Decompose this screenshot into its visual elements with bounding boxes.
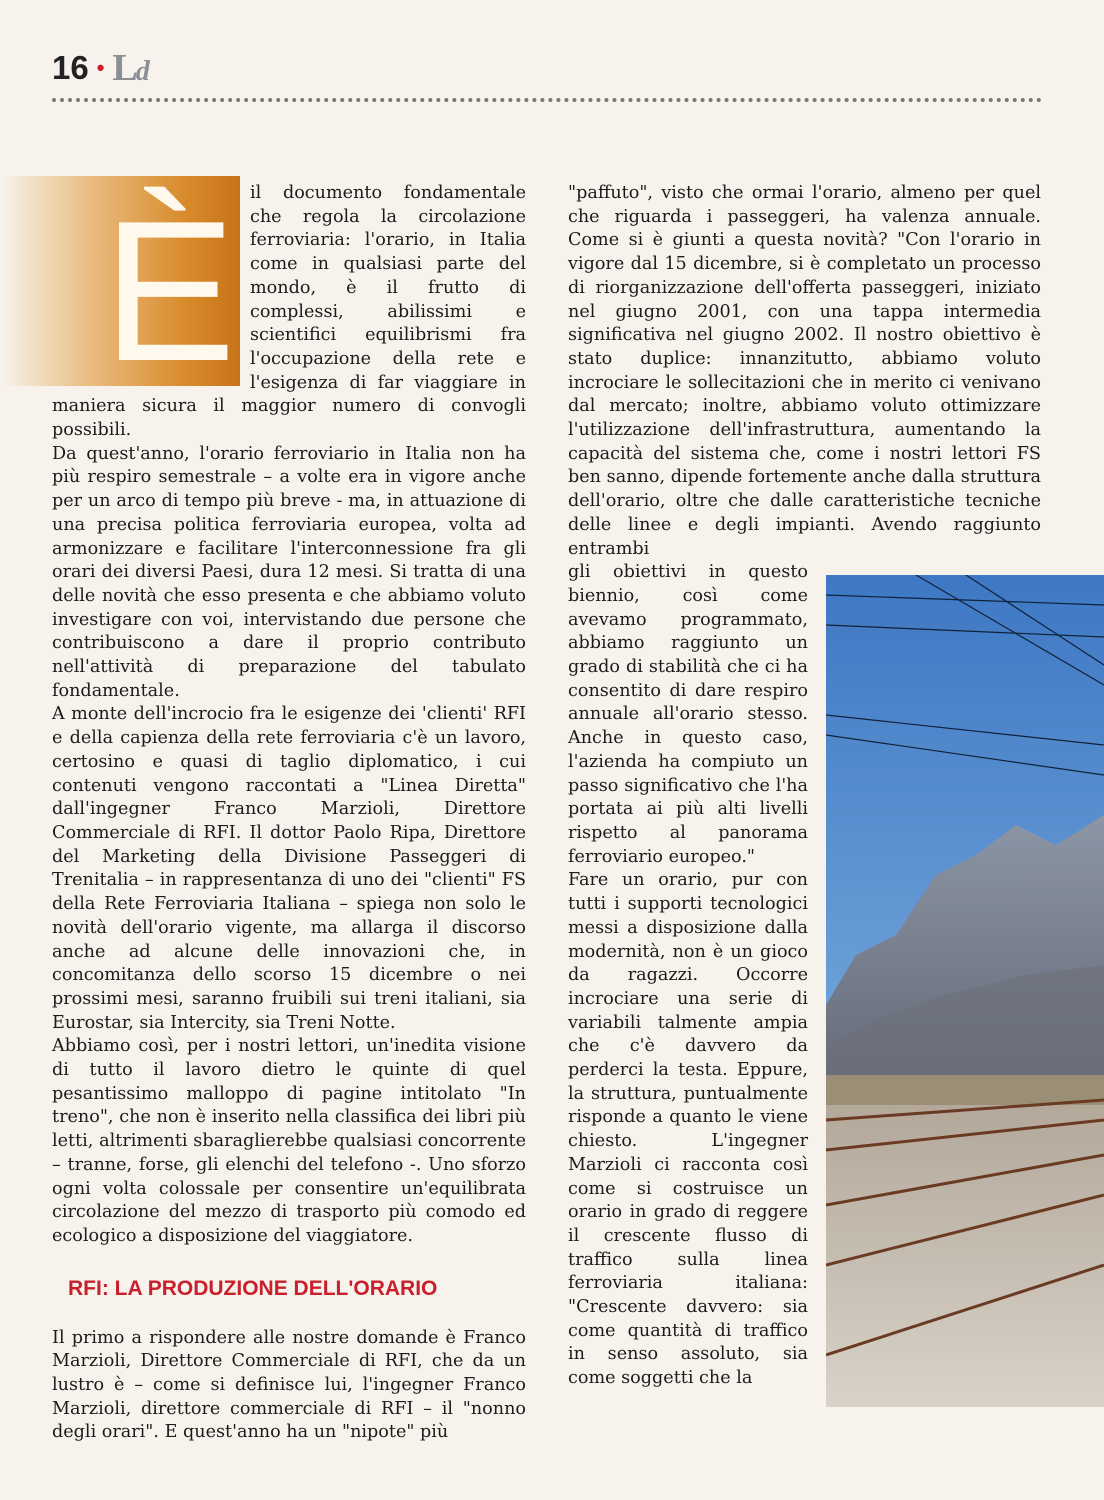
narrow-text-block	[568, 561, 808, 1391]
paragraph-4: Abbiamo così, per i nostri lettori, un'inedita visione di tutto il lavoro dietro le quinte di quel pesantissimo malloppo di pagine intitolato "In treno", che non è inserito nella classifica dei libri più letti, altrimenti sbaraglierebbe qualsiasi concorrente – tranne, forse, gli elenchi del telefono -. Uno sforzo ogni volta colossale per consentire un'equilibrata circolazione del mezzo di trasporto più comodo ed ecologico a disposizione del viaggiatore.	[52, 1036, 526, 1246]
paragraph-right-narrow-1: gli obiettivi in questo biennio, così come avevamo programmato, abbiamo raggiunto un grado di stabilità che ci ha consentito di dare respiro annuale all'orario stesso. Anche in questo caso, l'azienda ha compiuto un passo significativo che l'ha portata ai più alti livelli rispetto al panorama ferroviario europeo."	[568, 562, 808, 867]
paragraph-5: Il primo a rispondere alle nostre domande è Franco Marzioli, Direttore Commerciale di RFI, che da un lustro è – come si definisce lui, l'ingegner Franco Marzioli, direttore commerciale di RFI – il "nonno degli orari". E quest'anno ha un "nipote" più	[52, 1327, 526, 1443]
page-number: 16	[52, 49, 89, 86]
paragraph-2: Da quest'anno, l'orario ferroviario in Italia non ha più respiro semestrale – a volte era in vigore anche per un arco di tempo più breve - ma, in attuazione di una precisa politica ferroviaria europea, volta ad armonizzare e facilitare l'interconnessione fra gli orari dei diversi Paesi, dura 12 mesi. Si tratta di una delle novità che esso presenta e che abbiamo voluto investigare con voi, intervistando due persone che contribuiscono a dare il proprio contributo nell'attività di preparazione del tabulato fondamentale.	[52, 443, 526, 701]
column-left	[52, 182, 526, 1445]
section-heading: RFI: LA PRODUZIONE DELL'ORARIO	[68, 1276, 438, 1300]
paragraph-right-wide: "paffuto", visto che ormai l'orario, almeno per quel che riguarda i passeggeri, ha valenza annuale. Come si è giunti a questa novità? "Con l'orario in vigore dal 15 dicembre, si è completato un processo di riorganizzazione dell'offerta passeggeri, iniziato nel giugno 2001, con una tappa intermedia significativa nel giugno 2002. Il nostro obiettivo è stato duplice: innanzitutto, abbiamo voluto incrociare le sollecitazioni che in merito ci venivano dal mercato; inoltre, abbiamo voluto ottimizzare l'utilizzazione dell'infrastruttura, aumentando la capacità del sistema che, come i nostri lettori FS ben sanno, dipende fortemente anche dalla struttura dell'orario, oltre che dalle caratteristiche tecniche delle linee e degli impianti. Avendo raggiunto entrambi	[568, 183, 1041, 559]
dotted-rule	[52, 98, 1042, 102]
dropcap-letter: È	[102, 180, 236, 403]
dropcap-block	[0, 176, 240, 403]
railway-photo	[826, 575, 1104, 1407]
paragraph-right-narrow-2: Fare un orario, pur con tutti i supporti tecnologici messi a disposizione dalla modernità, non è un gioco da ragazzi. Occorre incrociare una serie di variabili talmente ampia che c'è davvero da perderci la testa. Eppure, la struttura, puntualmente risponde a quanto le viene chiesto. L'ingegner Marzioli ci racconta così come si costruisce un orario in grado di reggere il crescente flusso di traffico sulla linea ferroviaria italiana: "Crescente davvero: sia come quantità di traffico in senso assoluto, sia come soggetti che la	[568, 870, 808, 1389]
magazine-logo: Ld	[112, 47, 148, 89]
folio-bullet: •	[96, 55, 105, 80]
page-folio	[52, 46, 148, 90]
paragraph-intro: il documento fondamentale che regola la circolazione ferroviaria: l'orario, in Italia come in qualsiasi parte del mondo, è il frutto di complessi, abilissimi e scientifici equilibrismi fra l'occupazione della rete e l'esigenza di far viaggiare in maniera sicura il maggior numero di convogli possibili.	[52, 183, 526, 441]
paragraph-3: A monte dell'incrocio fra le esigenze dei 'clienti' RFI e della capienza della rete ferroviaria c'è un lavoro, certosino e quasi di taglio diplomatico, i cui contenuti vengono raccontati a "Linea Diretta" dall'ingegner Franco Marzioli, Direttore Commerciale di RFI. Il dottor Paolo Ripa, Direttore del Marketing della Divisione Passeggeri di Trenitalia – in rappresentanza di uno dei "clienti" FS della Rete Ferroviaria Italiana – spiega non solo le novità dell'orario vigente, ma allarga il discorso anche ad alcune delle innovazioni che, in concomitanza dello scorso 15 dicembre o nei prossimi mesi, saranno fruibili sui treni italiani, sia Eurostar, sia Intercity, sia Treni Notte.	[52, 704, 526, 1033]
